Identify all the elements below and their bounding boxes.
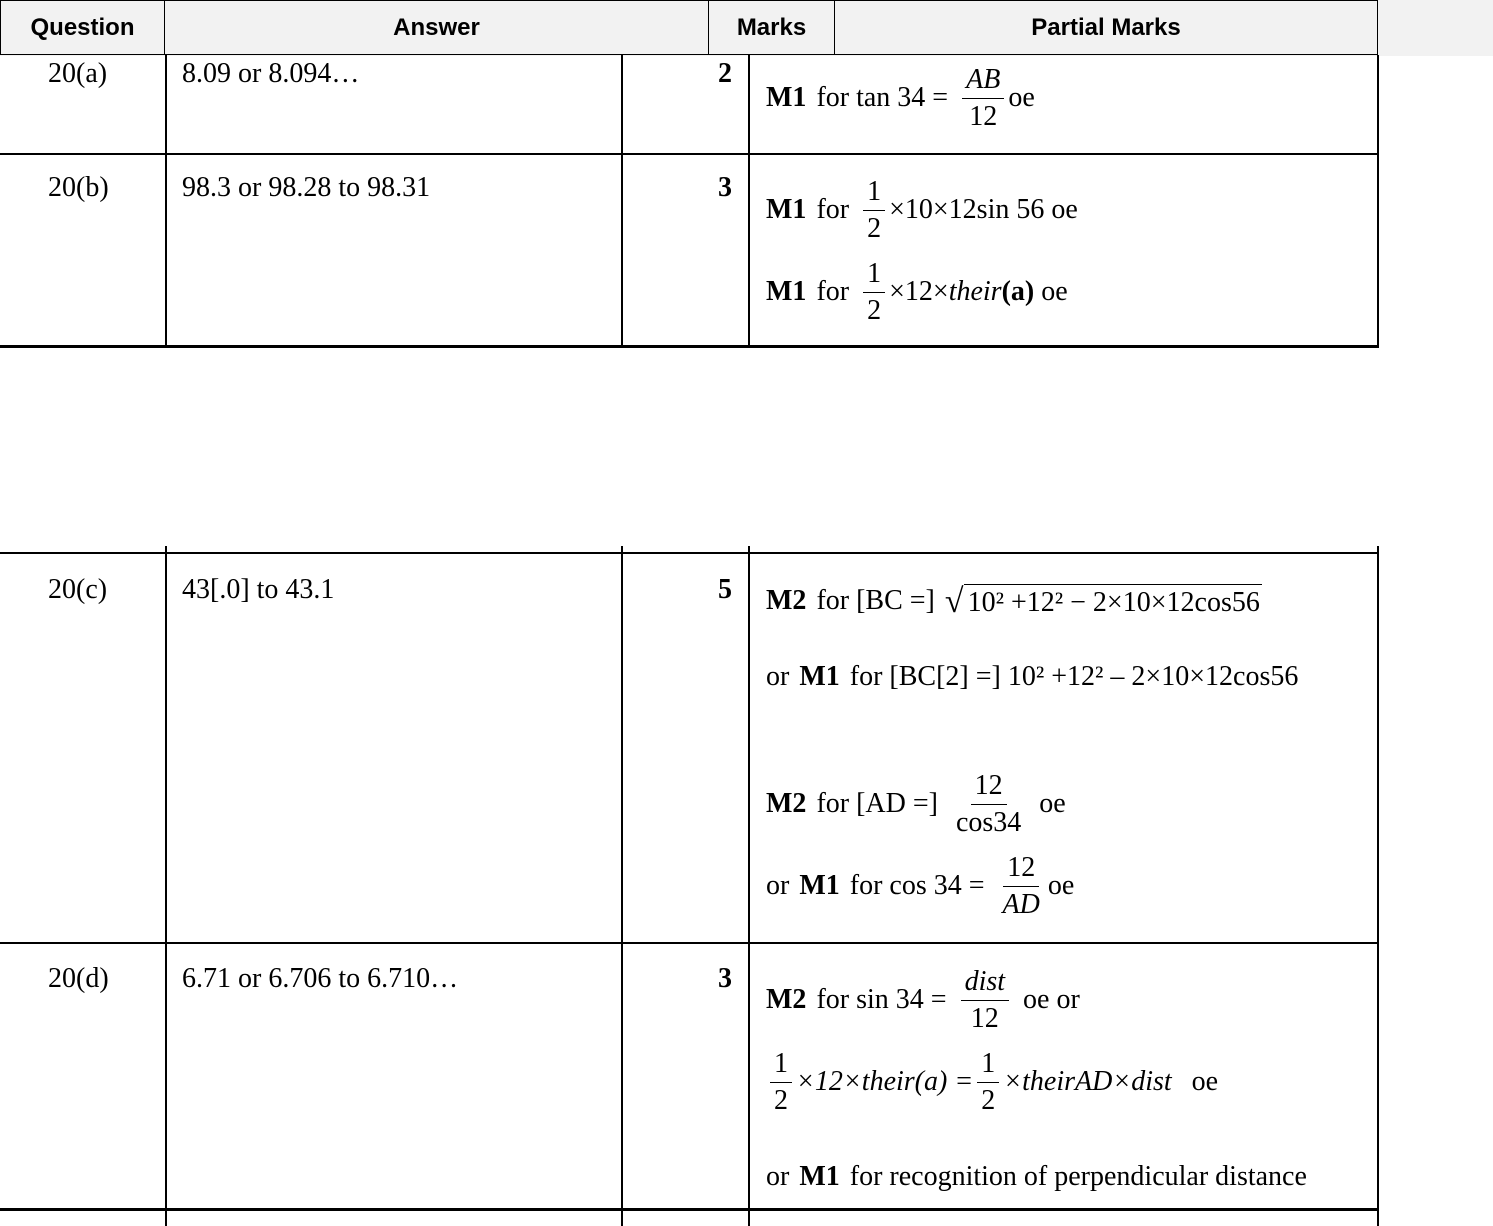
mark-tail: oe (1047, 870, 1075, 901)
header-partial-marks: Partial Marks (834, 0, 1378, 55)
mark-text: for (816, 276, 850, 307)
fraction (770, 1047, 792, 1116)
mark-code: M2 (766, 984, 807, 1015)
mark-text: for [BC =] (816, 585, 935, 616)
question-label: 20(d) (48, 963, 109, 994)
fraction-denominator: 12 (969, 100, 998, 132)
partial-mark-line (766, 578, 1262, 624)
mark-tail: oe (1008, 82, 1035, 113)
column-divider (748, 546, 750, 1226)
mark-expression: ×12×their(a) = (796, 1066, 974, 1097)
row-divider (0, 153, 1379, 155)
mark-code: M2 (766, 585, 807, 616)
mark-tail: oe (1041, 276, 1068, 307)
mark-prefix: or (766, 1161, 790, 1192)
partial-mark-line (766, 850, 1074, 922)
fraction (961, 965, 1009, 1034)
mark-code: M1 (766, 194, 807, 225)
fraction-numerator: 1 (770, 1050, 792, 1083)
table-right-border (1377, 546, 1379, 1226)
partial-mark-line (766, 60, 1035, 136)
column-divider (165, 55, 167, 347)
answer-value: 6.71 or 6.706 to 6.710… (182, 963, 459, 994)
header-marks: Marks (708, 0, 835, 55)
marks-value: 3 (718, 963, 732, 994)
partial-mark-line (766, 660, 1298, 694)
partial-mark-line (766, 964, 1080, 1036)
mark-tail: oe (1191, 1066, 1219, 1097)
mark-text: for recognition of perpendicular distance (849, 1161, 1307, 1192)
fraction-numerator: 1 (863, 260, 885, 293)
partial-mark-line (766, 768, 1066, 840)
mark-tail: oe or (1023, 984, 1080, 1015)
mark-code: M1 (799, 1161, 840, 1192)
column-divider (165, 546, 167, 1226)
partial-mark-line (766, 1046, 1218, 1118)
fraction (952, 769, 1025, 838)
marks-value: 3 (718, 172, 732, 203)
table-right-border (1377, 55, 1379, 347)
question-label: 20(b) (48, 172, 109, 203)
fraction (999, 851, 1044, 920)
fraction-denominator: 2 (774, 1084, 788, 1116)
mark-text: for [BC[2] =] 10² +12² – 2×10×12cos56 (849, 661, 1299, 692)
answer-value: 43[.0] to 43.1 (182, 574, 335, 605)
mark-text: for (816, 194, 850, 225)
partial-mark-line (766, 174, 1078, 246)
mark-text: for tan 34 = (816, 82, 949, 113)
table-top-border (0, 552, 1379, 554)
fraction (962, 63, 1004, 132)
fraction-numerator: dist (961, 968, 1009, 1001)
mark-expression: ×theirAD×dist (1003, 1066, 1172, 1097)
answer-value: 8.09 or 8.094… (182, 58, 360, 89)
fraction-numerator: 1 (977, 1050, 999, 1083)
mark-code: M2 (766, 788, 807, 819)
fraction-denominator: 2 (867, 294, 882, 326)
mark-tail: oe (1039, 788, 1066, 819)
radicand: 10² +12² − 2×10×12cos56 (964, 584, 1262, 619)
mark-prefix: or (766, 661, 790, 692)
fraction (977, 1047, 999, 1116)
fraction-denominator: AD (1002, 888, 1040, 920)
partial-mark-line (766, 256, 1068, 328)
question-label: 20(c) (48, 574, 108, 605)
column-divider (621, 55, 623, 347)
header-answer: Answer (164, 0, 709, 55)
fraction-denominator: 2 (867, 212, 882, 244)
square-root-expression: √ 10² +12² − 2×10×12cos56 (944, 582, 1260, 620)
mark-code: M1 (799, 870, 840, 901)
marks-value: 5 (718, 574, 732, 605)
answer-value: 98.3 or 98.28 to 98.31 (182, 172, 431, 203)
mark-tail: ×12× (889, 276, 949, 307)
header-question: Question (0, 0, 165, 55)
marks-value: 2 (718, 58, 732, 89)
mark-text: for sin 34 = (816, 984, 947, 1015)
fraction-numerator: AB (962, 66, 1004, 99)
fraction-denominator: 12 (970, 1002, 999, 1034)
row-divider (0, 1208, 1379, 1211)
mark-text: for [AD =] (816, 788, 938, 819)
fraction-numerator: 12 (971, 772, 1007, 805)
mark-code: M1 (766, 82, 807, 113)
mark-text: for cos 34 = (849, 870, 985, 901)
fraction-denominator: cos34 (955, 806, 1022, 838)
row-divider (0, 942, 1379, 944)
fraction-numerator: 1 (863, 178, 885, 211)
column-divider (748, 55, 750, 347)
mark-code: M1 (766, 276, 807, 307)
fraction (863, 257, 885, 326)
fraction-denominator: 2 (981, 1084, 996, 1116)
mark-tail: ×10×12sin 56 oe (889, 194, 1078, 225)
question-label: 20(a) (48, 58, 108, 89)
mark-code: M1 (799, 661, 840, 692)
mark-prefix: or (766, 870, 790, 901)
fraction (863, 175, 885, 244)
table-bottom-border (0, 345, 1379, 348)
part-reference: (a) (1001, 276, 1035, 307)
partial-mark-line (766, 1160, 1307, 1194)
mark-tail-italic: their (948, 276, 1002, 307)
column-divider (621, 546, 623, 1226)
fraction-numerator: 12 (1003, 854, 1039, 887)
